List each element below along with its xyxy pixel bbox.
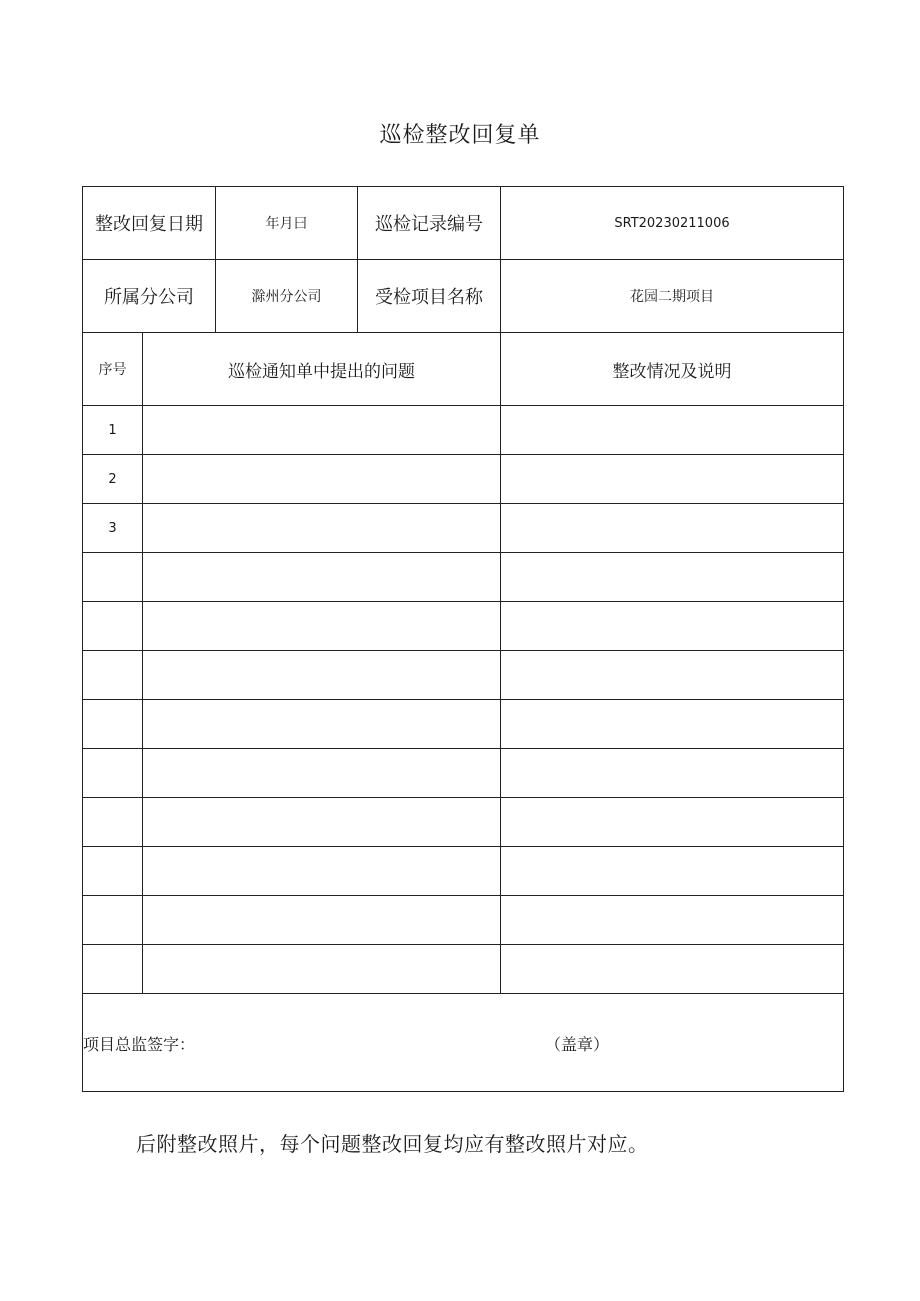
row-issue-cell[interactable] (143, 847, 501, 896)
reply-date-value[interactable]: 年月曰 (216, 187, 358, 260)
table-row (83, 504, 844, 553)
rectification-column-header: 整改情况及说明 (501, 333, 844, 406)
branch-value[interactable]: 滁州分公司 (216, 260, 358, 333)
reply-date-label: 整改回复日期 (83, 187, 216, 260)
table-row (83, 553, 844, 602)
row-seq (83, 798, 143, 847)
row-seq (83, 896, 143, 945)
rectification-form-table (82, 186, 844, 1092)
row-seq (83, 749, 143, 798)
page-title: 巡检整改回复单 (379, 123, 541, 148)
row-seq (83, 553, 143, 602)
signature-cell[interactable] (83, 994, 844, 1092)
issue-column-header: 巡检通知单中提出的问题 (143, 333, 501, 406)
row-issue-cell[interactable] (143, 700, 501, 749)
row-issue-cell[interactable] (143, 798, 501, 847)
table-row (83, 749, 844, 798)
row-issue-cell[interactable] (143, 602, 501, 651)
seq-column-header: 序号 (83, 333, 143, 406)
record-no-label: 巡检记录编号 (358, 187, 501, 260)
column-header-row (83, 333, 844, 406)
row-issue-cell[interactable] (143, 651, 501, 700)
seal-label: （盖章） (545, 1035, 610, 1054)
row-rectification-cell[interactable] (501, 406, 844, 455)
row-seq (83, 602, 143, 651)
table-row (83, 798, 844, 847)
row-seq (83, 847, 143, 896)
row-rectification-cell[interactable] (501, 896, 844, 945)
row-issue-cell[interactable] (143, 896, 501, 945)
table-row (83, 602, 844, 651)
row-issue-cell[interactable] (143, 504, 501, 553)
row-seq: 2 (83, 455, 143, 504)
table-row (83, 455, 844, 504)
header-row-branch (83, 260, 844, 333)
row-issue-cell[interactable] (143, 406, 501, 455)
table-row (83, 406, 844, 455)
branch-label: 所属分公司 (83, 260, 216, 333)
project-value[interactable]: 花园二期项目 (501, 260, 844, 333)
table-row (83, 847, 844, 896)
row-issue-cell[interactable] (143, 553, 501, 602)
row-rectification-cell[interactable] (501, 945, 844, 994)
photo-attachment-note: 后附整改照片，每个问题整改回复均应有整改照片对应。 (136, 1132, 649, 1156)
table-row (83, 896, 844, 945)
row-rectification-cell[interactable] (501, 602, 844, 651)
project-label: 受检项目名称 (358, 260, 501, 333)
row-seq (83, 700, 143, 749)
row-seq: 3 (83, 504, 143, 553)
record-no-value[interactable]: SRT20230211006 (501, 187, 844, 260)
row-rectification-cell[interactable] (501, 700, 844, 749)
table-row (83, 700, 844, 749)
row-seq: 1 (83, 406, 143, 455)
row-issue-cell[interactable] (143, 749, 501, 798)
row-seq (83, 945, 143, 994)
row-issue-cell[interactable] (143, 945, 501, 994)
row-rectification-cell[interactable] (501, 455, 844, 504)
signature-row (83, 994, 844, 1092)
row-issue-cell[interactable] (143, 455, 501, 504)
row-rectification-cell[interactable] (501, 847, 844, 896)
director-signature-label: 项目总监签字： (83, 1035, 196, 1054)
row-rectification-cell[interactable] (501, 749, 844, 798)
header-row-date (83, 187, 844, 260)
table-row (83, 651, 844, 700)
row-rectification-cell[interactable] (501, 553, 844, 602)
row-rectification-cell[interactable] (501, 504, 844, 553)
row-rectification-cell[interactable] (501, 798, 844, 847)
table-row (83, 945, 844, 994)
row-rectification-cell[interactable] (501, 651, 844, 700)
row-seq (83, 651, 143, 700)
